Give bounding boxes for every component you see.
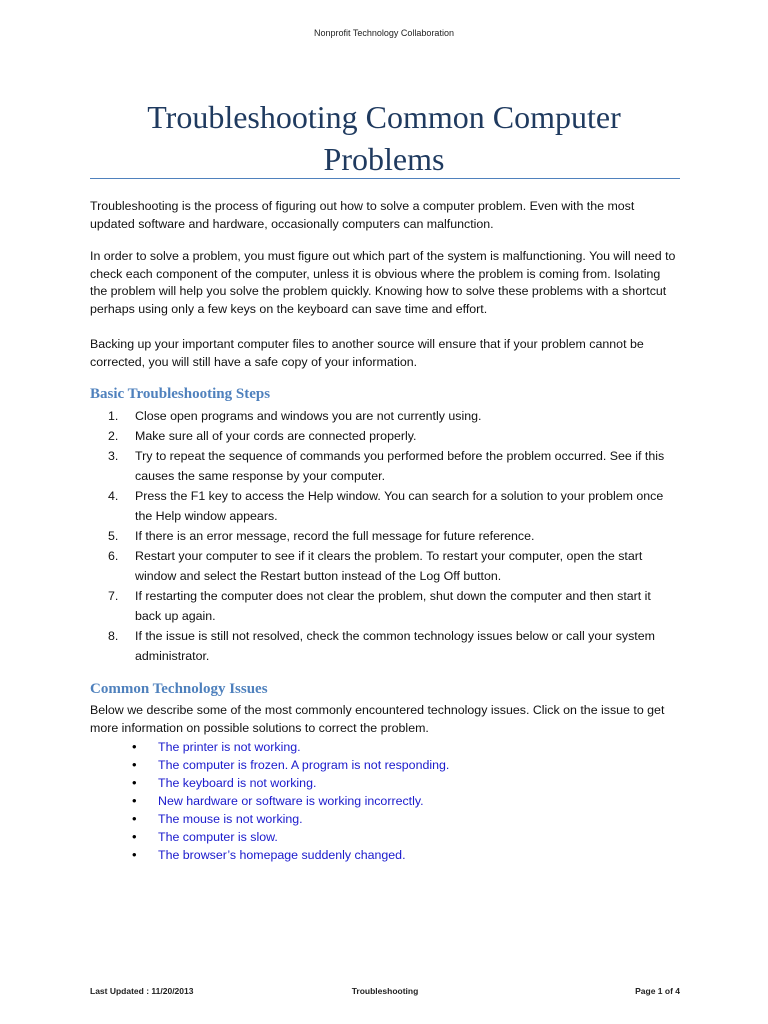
step-text: Make sure all of your cords are connected properly. [135,429,417,443]
step-number: 1. [108,409,119,423]
step-text: Restart your computer to see if it clears the problem. To restart your computer, open the start window and select the Restart button instead of the Log Off button. [135,549,643,583]
page-number: Page 1 of 4 [635,986,680,996]
list-item [108,546,680,586]
list-item [108,426,680,446]
list-item [108,626,680,666]
step-number: 5. [108,529,119,543]
step-number: 4. [108,489,119,503]
bullet-icon: • [132,739,137,754]
issue-link-frozen[interactable] [132,756,672,774]
issue-link-text[interactable]: New hardware or software is working incorrectly. [158,794,424,808]
page-header: Nonprofit Technology Collaboration [314,28,454,38]
list-item [108,446,680,486]
bullet-icon: • [132,775,137,790]
document-title: Troubleshooting Common Computer Problems [147,99,621,177]
issue-link-hardware-software[interactable] [132,792,672,810]
common-issues-list [132,738,672,864]
issue-link-text[interactable]: The computer is slow. [158,830,278,844]
intro-paragraph-2: In order to solve a problem, you must figure out which part of the system is malfunctioning. You will need to check each component of the computer, unless it is obvious where the problem is coming from. Isolating the problem will help you solve the problem quickly. Knowing how to solve these problems with a shortcut perhaps using only a few keys on the keyboard can save time and effort. [90,249,676,316]
basic-steps-list [108,406,680,666]
step-number: 2. [108,429,119,443]
bullet-icon: • [132,829,137,844]
list-item [108,486,680,526]
step-text: If restarting the computer does not clear the problem, shut down the computer and then start it back up again. [135,589,651,623]
bullet-icon: • [132,757,137,772]
common-issues-heading: Common Technology Issues [90,681,268,697]
step-text: Try to repeat the sequence of commands you performed before the problem occurred. See if this causes the same response by your computer. [135,449,665,483]
bullet-icon: • [132,847,137,862]
basic-steps-heading: Basic Troubleshooting Steps [90,386,271,402]
intro-paragraph-3: Backing up your important computer files to another source will ensure that if your problem cannot be corrected, you will still have a safe copy of your information. [90,337,644,369]
issue-link-browser-homepage[interactable] [132,846,672,864]
issue-link-mouse[interactable] [132,810,672,828]
step-number: 6. [108,549,119,563]
common-issues-intro: Below we describe some of the most commonly encountered technology issues. Click on the issue to get more information on possible solutions to correct the problem. [90,703,665,735]
issue-link-text[interactable]: The computer is frozen. A program is not responding. [158,758,450,772]
footer-title: Troubleshooting [351,986,419,996]
step-text: If the issue is still not resolved, check the common technology issues below or call your system administrator. [135,629,655,663]
issue-link-keyboard[interactable] [132,774,672,792]
issue-link-text[interactable]: The printer is not working. [158,740,301,754]
issue-link-text[interactable]: The browser’s homepage suddenly changed. [158,848,406,862]
issue-link-slow[interactable] [132,828,672,846]
step-number: 7. [108,589,119,603]
step-text: Close open programs and windows you are not currently using. [135,409,482,423]
issue-link-text[interactable]: The keyboard is not working. [158,776,317,790]
bullet-icon: • [132,811,137,826]
list-item [108,526,680,546]
step-number: 8. [108,629,119,643]
list-item [108,406,680,426]
bullet-icon: • [132,793,137,808]
title-divider [90,178,680,179]
step-text: If there is an error message, record the full message for future reference. [135,529,535,543]
last-updated-text: Last Updated : 11/20/2013 [90,986,194,996]
step-text: Press the F1 key to access the Help window. You can search for a solution to your problem once the Help window appears. [135,489,664,523]
intro-paragraph-1: Troubleshooting is the process of figuring out how to solve a computer problem. Even with the most updated software and hardware, occasionally computers can malfunction. [90,199,635,231]
list-item [108,586,680,626]
issue-link-printer[interactable] [132,738,672,756]
step-number: 3. [108,449,119,463]
issue-link-text[interactable]: The mouse is not working. [158,812,303,826]
